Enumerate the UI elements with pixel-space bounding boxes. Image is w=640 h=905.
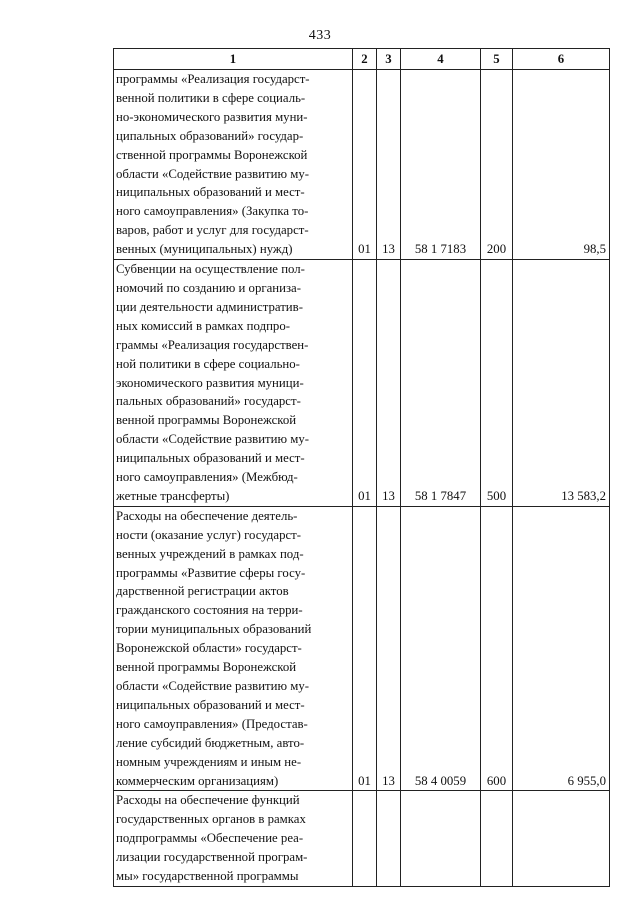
row-subsection-code bbox=[377, 791, 401, 887]
row-expense-type: 500 bbox=[481, 260, 513, 507]
row-amount: 13 583,2 bbox=[513, 260, 610, 507]
row-description: Расходы на обеспечение функций государственных органов в рамках подпрограммы «Обеспечение реа- лизации государственной програм- мы» государственной программы bbox=[114, 791, 353, 887]
column-header-6: 6 bbox=[513, 49, 610, 70]
row-section-code: 01 bbox=[353, 506, 377, 791]
row-expense-type bbox=[481, 791, 513, 887]
column-header-3: 3 bbox=[377, 49, 401, 70]
column-header-5: 5 bbox=[481, 49, 513, 70]
page-number: 433 bbox=[308, 28, 332, 43]
row-section-code: 01 bbox=[353, 70, 377, 260]
row-subsection-code: 13 bbox=[377, 70, 401, 260]
row-target-article: 58 4 0059 bbox=[401, 506, 481, 791]
column-header-1: 1 bbox=[114, 49, 353, 70]
row-target-article: 58 1 7183 bbox=[401, 70, 481, 260]
row-expense-type: 600 bbox=[481, 506, 513, 791]
row-target-article bbox=[401, 791, 481, 887]
table-row bbox=[114, 791, 610, 887]
table-row bbox=[114, 70, 610, 260]
column-header-4: 4 bbox=[401, 49, 481, 70]
row-amount bbox=[513, 791, 610, 887]
budget-table bbox=[113, 48, 610, 887]
row-subsection-code: 13 bbox=[377, 506, 401, 791]
column-header-2: 2 bbox=[353, 49, 377, 70]
row-amount: 98,5 bbox=[513, 70, 610, 260]
row-description: Субвенции на осуществление пол- номочий по созданию и организа- ции деятельности административ- ных комиссий в рамках подпро- граммы «Реализация государствен- ной политики в сфере социально- экономического развития муници- пальных образований» государст- венной программы Воронежской области «Содействие развитию му- ниципальных образований и мест- ного самоуправления» (Межбюд- жетные трансферты) bbox=[114, 260, 353, 507]
row-target-article: 58 1 7847 bbox=[401, 260, 481, 507]
row-description: программы «Реализация государст- венной политики в сфере социаль- но-экономического развития муни- ципальных образований» государ- ственной программы Воронежской области «Содействие развитию му- ниципальных образований и мест- ного самоуправления» (Закупка то- варов, работ и услуг для государст- венных (муниципальных) нужд) bbox=[114, 70, 353, 260]
row-subsection-code: 13 bbox=[377, 260, 401, 507]
row-description: Расходы на обеспечение деятель- ности (оказание услуг) государст- венных учреждений в рамках под- программы «Развитие сферы госу- дарственной регистрации актов гражданского состояния на терри- тории муниципальных образований Воронежской области» государст- венной программы Воронежской области «Содействие развитию му- ниципальных образований и мест- ного самоуправления» (Предостав- ление субсидий бюджетным, авто- номным учреждениям и иным не- коммерческим организациям) bbox=[114, 506, 353, 791]
row-amount: 6 955,0 bbox=[513, 506, 610, 791]
table-header-row bbox=[114, 49, 610, 70]
row-expense-type: 200 bbox=[481, 70, 513, 260]
table-row bbox=[114, 260, 610, 507]
table-row bbox=[114, 506, 610, 791]
row-section-code: 01 bbox=[353, 260, 377, 507]
row-section-code bbox=[353, 791, 377, 887]
